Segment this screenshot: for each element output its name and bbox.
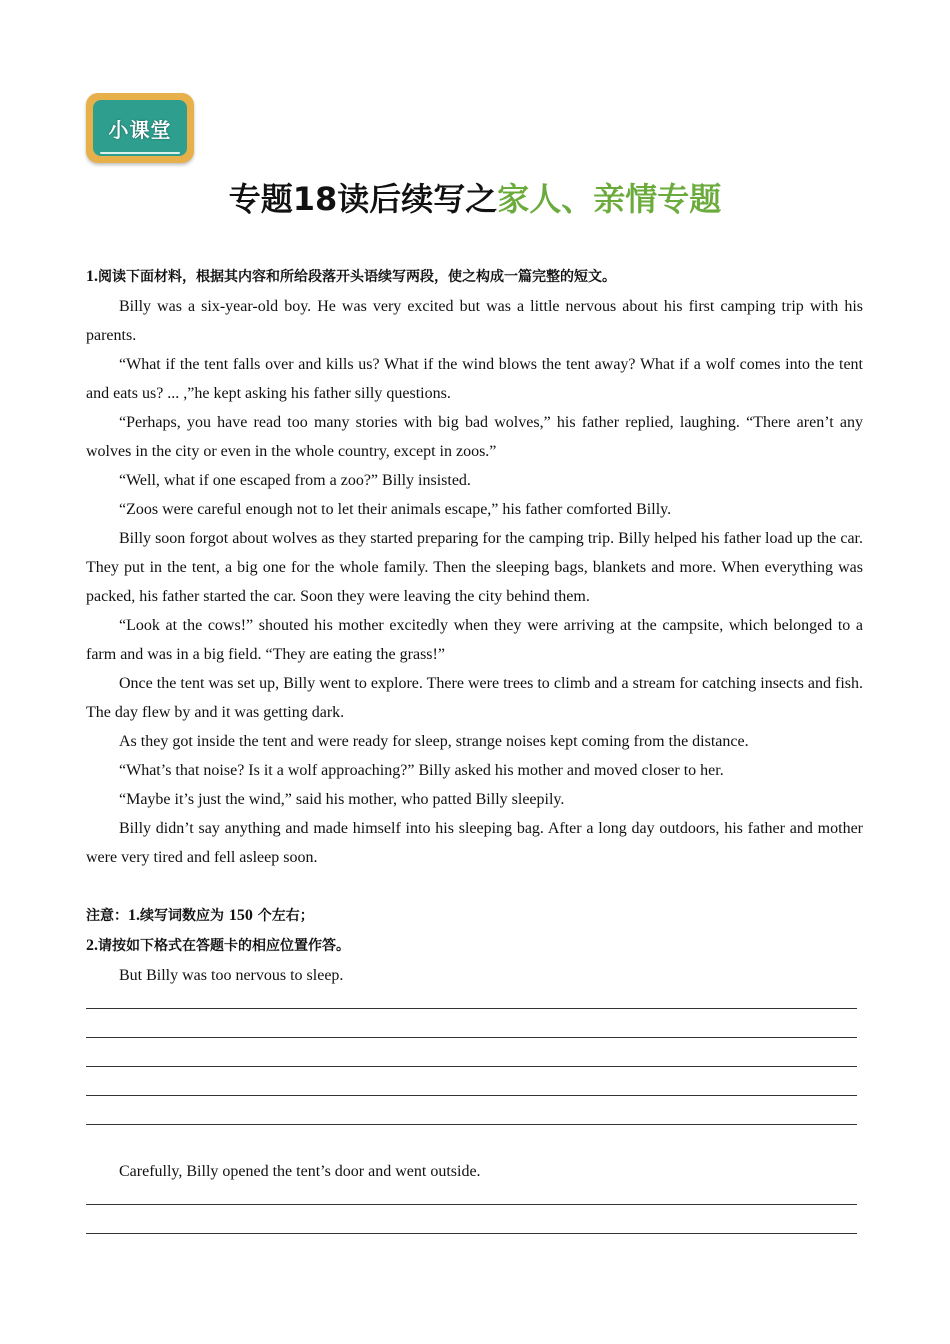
- story-paragraph: Billy soon forgot about wolves as they started preparing for the camping trip. Billy helped his father load up the car. They put in the tent, a big one for the whole family. Then the sleeping bags, blankets and more. When everything was packed, his father started the car. Soon they were leaving the city behind them.: [86, 530, 863, 605]
- title-main: 专题18读后续写之: [228, 180, 498, 218]
- note-2-text: 请按如下格式在答题卡的相应位置作答。: [98, 938, 350, 954]
- note-line-1: [86, 901, 863, 931]
- answer-line[interactable]: [86, 1106, 863, 1135]
- story-paragraph: Billy didn’t say anything and made himself into his sleeping bag. After a long day outdoors, his father and mother were very tired and fell asleep soon.: [86, 820, 863, 866]
- story-paragraph: “Well, what if one escaped from a zoo?” Billy insisted.: [119, 472, 471, 489]
- story-paragraph: “Zoos were careful enough not to let their animals escape,” his father comforted Billy.: [119, 501, 672, 518]
- note-2-number: 2.: [86, 937, 98, 954]
- logo-underline: [100, 152, 180, 154]
- question-instruction-text: 阅读下面材料，根据其内容和所给段落开头语续写两段，使之构成一篇完整的短文。: [98, 269, 616, 285]
- logo-board: [93, 100, 187, 156]
- note-1-post: 个左右；: [252, 908, 314, 924]
- paragraph-2-opening: Carefully, Billy opened the tent’s door and went outside.: [119, 1163, 481, 1180]
- story-paragraph: Once the tent was set up, Billy went to explore. There were trees to climb and a stream for catching insects and fish. The day flew by and it was getting dark.: [86, 675, 863, 721]
- note-line-2: [86, 931, 863, 961]
- logo-text: 小课堂: [108, 117, 172, 142]
- answer-line[interactable]: [86, 1048, 863, 1077]
- spacer: [86, 872, 863, 901]
- note-label: 注意：: [86, 908, 128, 924]
- story-text: [86, 292, 863, 872]
- note-1-count: 150: [228, 907, 253, 924]
- story-paragraph: “Perhaps, you have read too many stories with big bad wolves,” his father replied, laughing. “There aren’t any wolves in the city or even in the whole country, except in zoos.”: [86, 414, 863, 460]
- note-1-number: 1.: [128, 907, 140, 924]
- story-paragraph: “Maybe it’s just the wind,” said his mother, who patted Billy sleepily.: [119, 791, 565, 808]
- note-1-pre: 续写词数应为: [140, 908, 229, 924]
- question-instruction: [86, 262, 863, 292]
- answer-line[interactable]: [86, 1077, 863, 1106]
- story-paragraph: “Look at the cows!” shouted his mother excitedly when they were arriving at the campsite, which belonged to a farm and was in a big field. “They are eating the grass!”: [86, 617, 863, 663]
- page-title: [0, 174, 950, 220]
- story-paragraph: “What’s that noise? Is it a wolf approaching?” Billy asked his mother and moved closer to her.: [119, 762, 724, 779]
- answer-line[interactable]: [86, 1215, 863, 1244]
- question-number: 1.: [86, 268, 98, 285]
- paragraph-1-opening: But Billy was too nervous to sleep.: [119, 967, 344, 984]
- answer-line[interactable]: [86, 1186, 863, 1215]
- answer-line[interactable]: [86, 1019, 863, 1048]
- logo-badge: [86, 93, 194, 163]
- spacer: [86, 1135, 863, 1157]
- document-body: [86, 262, 863, 1244]
- answer-line[interactable]: [86, 990, 863, 1019]
- story-paragraph: As they got inside the tent and were ready for sleep, strange noises kept coming from the distance.: [119, 733, 749, 750]
- story-paragraph: “What if the tent falls over and kills us? What if the wind blows the tent away? What if a wolf comes into the tent and eats us? ... ,”he kept asking his father silly questions.: [86, 356, 863, 402]
- story-paragraph: Billy was a six-year-old boy. He was very excited but was a little nervous about his first camping trip with his parents.: [86, 298, 863, 344]
- title-highlight: 家人、亲情专题: [497, 180, 722, 218]
